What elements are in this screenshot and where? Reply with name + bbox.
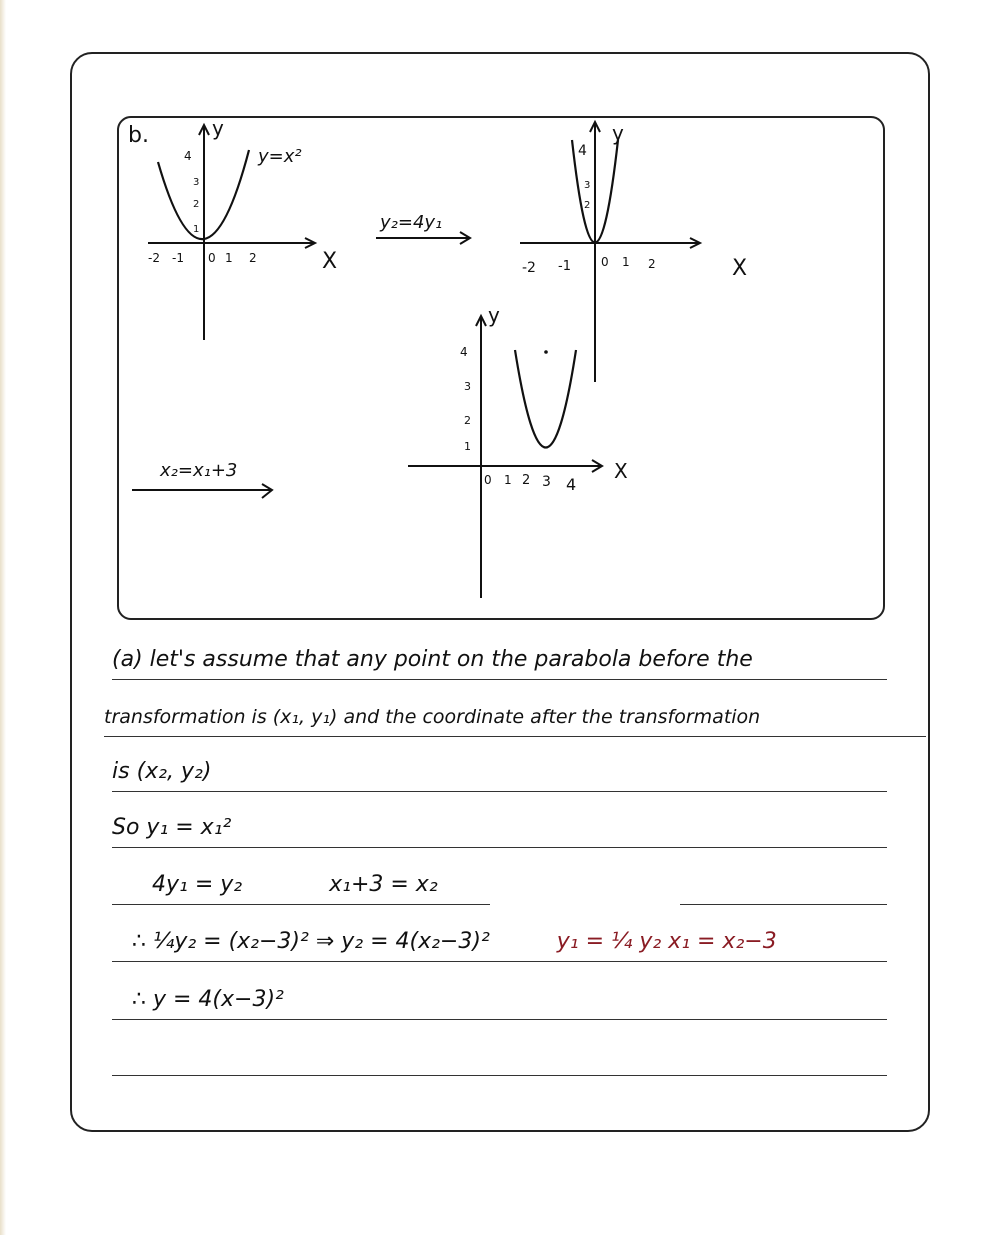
solution-text-5a: 4y₁ = y₂ <box>152 872 243 897</box>
g2-xtick-1: 1 <box>622 255 630 269</box>
g3-xtick-0: 0 <box>484 473 492 487</box>
g3-ytick-4: 4 <box>460 345 468 359</box>
g3-xtick-3: 3 <box>542 474 551 490</box>
g1-xtick-1: 1 <box>225 251 233 265</box>
solution-line-1 <box>112 640 887 680</box>
graph-2 <box>520 121 747 382</box>
g2-xtick-m2: -2 <box>522 260 536 276</box>
g2-ytick-4: 4 <box>578 143 587 159</box>
solution-text-4: So y₁ = x₁² <box>112 815 232 840</box>
g1-xtick-2: 2 <box>249 251 257 265</box>
g3-parabola <box>515 350 576 448</box>
solution-line-7 <box>112 980 887 1020</box>
g3-xtick-4: 4 <box>566 475 577 494</box>
g3-xtick-1: 1 <box>504 473 512 487</box>
solution-line-8-empty <box>112 1036 887 1076</box>
solution-text-3: is (x₂, y₂) <box>112 759 212 784</box>
g2-y-label: y <box>612 121 624 145</box>
graph-1 <box>148 116 337 340</box>
solution-line-4 <box>112 808 887 848</box>
g1-ytick-3: 3 <box>193 177 200 188</box>
solution-text-5b: x₁+3 = x₂ <box>329 872 438 897</box>
solution-text-1: (a) let's assume that any point on the parabola before the <box>112 647 753 672</box>
g1-ytick-1: 1 <box>193 224 200 235</box>
g1-ytick-4: 4 <box>184 149 192 163</box>
g1-xtick-0: 0 <box>208 251 216 265</box>
solution-line-3 <box>112 752 887 792</box>
g1-equation: y=x² <box>258 146 302 167</box>
g3-y-label: y <box>488 303 500 327</box>
solution-line-6 <box>112 922 887 962</box>
g2-x-label: X <box>732 256 748 281</box>
solution-text-6a: ∴ ¼y₂ = (x₂−3)² ⇒ y₂ = 4(x₂−3)² <box>132 929 490 954</box>
part-b-label: b. <box>128 123 149 148</box>
solution-answer: ∴ y = 4(x−3)² <box>132 987 284 1012</box>
g3-x-label: X <box>614 459 628 483</box>
arrow1-label: y₂=4y₁ <box>380 212 443 233</box>
g2-xtick-0: 0 <box>601 255 609 269</box>
g2-ytick-2: 2 <box>584 200 591 211</box>
g1-ytick-2: 2 <box>193 199 200 210</box>
arrow2-label: x₂=x₁+3 <box>160 460 238 481</box>
solution-note-red: y₁ = ¼ y₂ x₁ = x₂−3 <box>556 929 777 954</box>
g1-x-label: X <box>322 249 338 274</box>
g1-xtick-m2: -2 <box>148 251 160 265</box>
line-5-rule-right <box>680 904 887 905</box>
g2-ytick-3: 3 <box>584 180 591 191</box>
transform-arrow-2 <box>132 460 272 498</box>
line-5-rule-left <box>112 904 490 905</box>
g3-ytick-3: 3 <box>464 380 471 393</box>
g1-y-label: y <box>212 116 224 140</box>
g2-xtick-m1: -1 <box>558 259 571 274</box>
g3-dot <box>544 350 548 354</box>
g2-xtick-2: 2 <box>648 257 656 271</box>
solution-text-2: transformation is (x₁, y₁) and the coordinate after the transformation <box>104 706 761 728</box>
g3-ytick-2: 2 <box>464 414 471 427</box>
g3-ytick-1: 1 <box>464 440 471 453</box>
g3-xtick-2: 2 <box>522 473 531 488</box>
solution-line-5 <box>112 865 887 905</box>
transform-arrow-1 <box>376 212 470 244</box>
solution-line-2 <box>104 697 926 737</box>
g1-xtick-m1: -1 <box>172 251 184 265</box>
